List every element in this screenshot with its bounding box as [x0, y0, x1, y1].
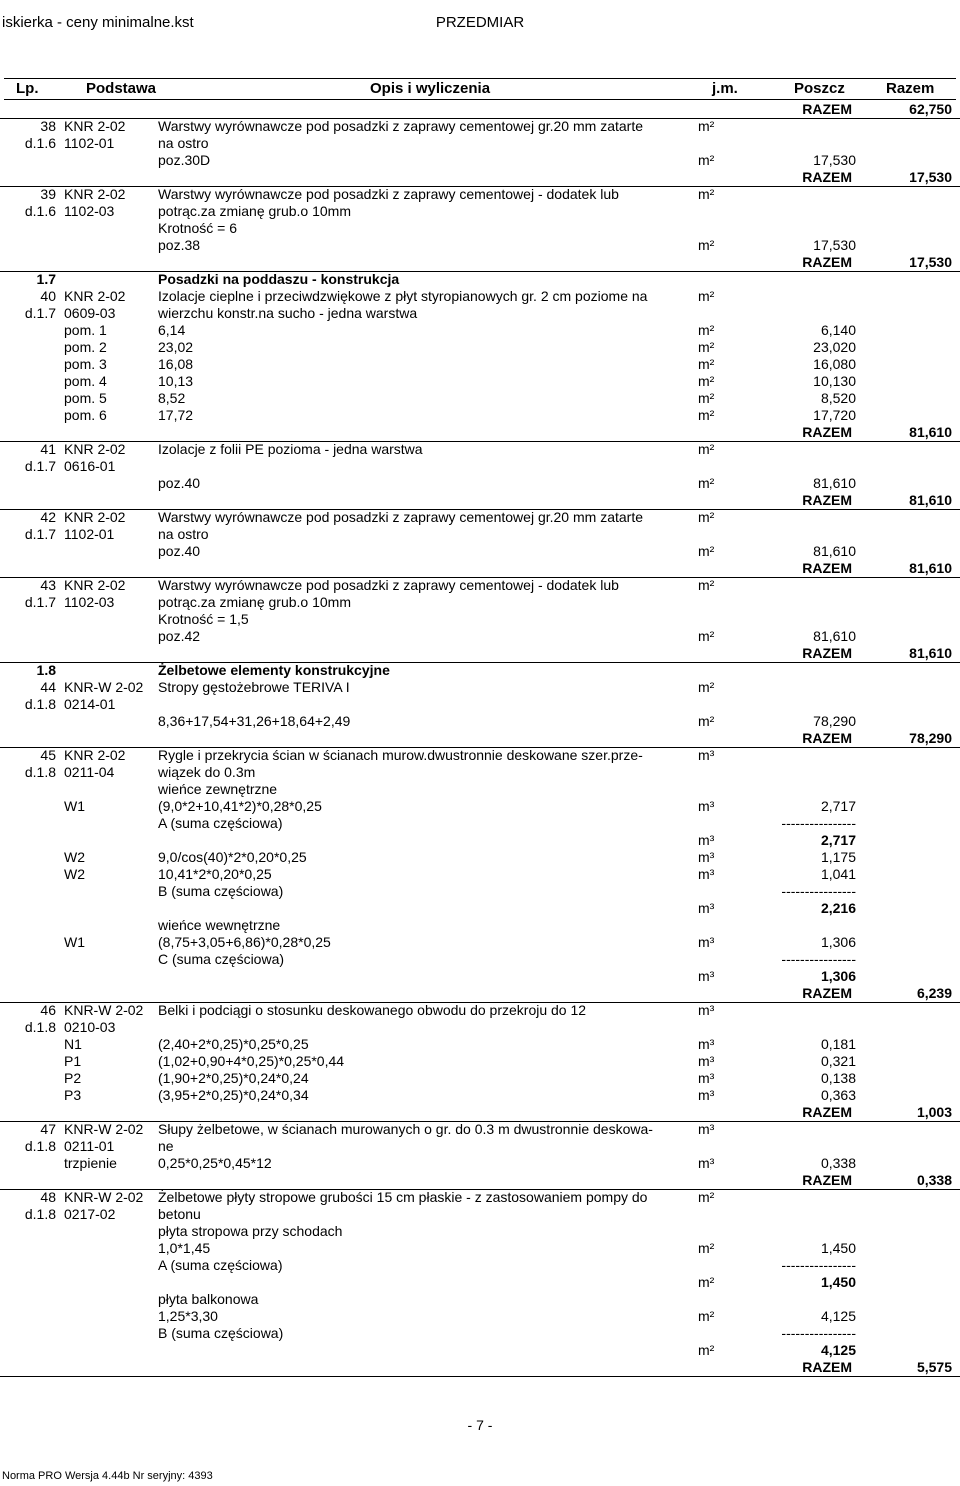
row-jm: m³: [698, 1070, 715, 1086]
row-opis: wiązek do 0.3m: [158, 764, 256, 780]
row-poszcz: 1,450: [820, 1240, 856, 1256]
row-poszcz: 0,321: [820, 1053, 856, 1069]
row-poszcz: 23,020: [813, 339, 856, 355]
row-jm: m³: [698, 1002, 715, 1018]
row-opis: na ostro: [158, 526, 209, 542]
row-podstawa: KNR-W 2-02: [64, 679, 144, 695]
razem-row: [0, 645, 960, 663]
row-jm: m³: [698, 747, 715, 763]
row-opis: 17,72: [158, 407, 194, 423]
table-row: [0, 305, 960, 322]
table-row: [0, 1138, 960, 1155]
row-jm: m²: [698, 577, 715, 593]
row-podstawa: 1102-03: [64, 594, 115, 610]
row-jm: m³: [698, 832, 715, 848]
row-opis: Krotność = 1,5: [158, 611, 249, 627]
row-opis: ne: [158, 1138, 174, 1154]
row-podstawa: 1102-01: [64, 526, 115, 542]
row-razem-value: 17,530: [909, 254, 952, 270]
row-opis: płyta stropowa przy schodach: [158, 1223, 343, 1239]
table-row: [0, 611, 960, 628]
table-row: [0, 237, 960, 254]
table-row: [0, 135, 960, 152]
row-opis: Żelbetowe płyty stropowe grubości 15 cm płaskie - z zastosowaniem pompy do: [158, 1189, 648, 1205]
row-razem-value: 1,003: [916, 1104, 952, 1120]
row-poszcz: 1,450: [820, 1274, 856, 1290]
row-lp: 1.7: [36, 271, 56, 287]
row-opis: poz.30D: [158, 152, 211, 168]
table-row: [0, 407, 960, 424]
table-row: [0, 220, 960, 237]
row-razem-label: RAZEM: [802, 560, 852, 576]
row-opis: Rygle i przekrycia ścian w ścianach murow.dwustronnie deskowane szer.prze-: [158, 747, 643, 763]
row-podstawa: 1102-03: [64, 203, 115, 219]
row-razem-label: RAZEM: [802, 492, 852, 508]
row-opis: Żelbetowe elementy konstrukcyjne: [158, 662, 390, 678]
table-row: [0, 832, 960, 849]
row-razem-value: 62,750: [909, 101, 952, 117]
footer-text: Norma PRO Wersja 4.44b Nr seryjny: 4393: [2, 1470, 213, 1482]
table-row: [0, 1155, 960, 1172]
table-row: [0, 713, 960, 730]
row-razem-value: 17,530: [909, 169, 952, 185]
row-jm: m²: [698, 339, 715, 355]
row-podstawa: P2: [64, 1070, 82, 1086]
razem-row: [0, 101, 960, 119]
razem-row: [0, 730, 960, 748]
row-poszcz: 81,610: [813, 543, 856, 559]
razem-row: [0, 560, 960, 578]
row-jm: m²: [698, 237, 715, 253]
row-opis: wierzchu konstr.na sucho - jedna warstwa: [158, 305, 418, 321]
row-jm: m³: [698, 934, 715, 950]
table-row: [0, 509, 960, 526]
razem-row: [0, 254, 960, 272]
table-row: [0, 288, 960, 305]
row-jm: m³: [698, 968, 715, 984]
table-row: [0, 1291, 960, 1308]
row-jm: m²: [698, 628, 715, 644]
row-jm: m²: [698, 152, 715, 168]
table-row: [0, 1002, 960, 1019]
table-row: [0, 1206, 960, 1223]
row-podstawa: pom. 4: [64, 373, 107, 389]
table-row: [0, 815, 960, 832]
row-razem-label: RAZEM: [802, 101, 852, 117]
table-row: [0, 781, 960, 798]
row-opis: płyta balkonowa: [158, 1291, 259, 1307]
row-jm: m²: [698, 322, 715, 338]
row-opis: 8,52: [158, 390, 186, 406]
row-podstawa: 0214-01: [64, 696, 116, 712]
row-poszcz: 17,530: [813, 152, 856, 168]
row-jm: m²: [698, 1240, 715, 1256]
section-row: [0, 662, 960, 679]
row-opis: A (suma częściowa): [158, 815, 283, 831]
row-podstawa: P3: [64, 1087, 82, 1103]
section-row: [0, 271, 960, 288]
row-poszcz: 1,175: [820, 849, 856, 865]
row-poszcz: ----------------: [781, 951, 856, 967]
table-row: [0, 1019, 960, 1036]
row-opis: Warstwy wyrównawcze pod posadzki z zaprawy cementowej gr.20 mm zatarte: [158, 118, 643, 134]
row-podstawa: 0609-03: [64, 305, 116, 321]
row-razem-label: RAZEM: [802, 169, 852, 185]
table-row: [0, 1257, 960, 1274]
row-jm: m²: [698, 118, 715, 134]
row-podstawa: KNR-W 2-02: [64, 1002, 144, 1018]
row-podstawa: N1: [64, 1036, 82, 1052]
razem-row: [0, 169, 960, 187]
row-jm: m³: [698, 1121, 715, 1137]
row-jm: m²: [698, 1274, 715, 1290]
table-row: [0, 968, 960, 985]
row-podstawa: W1: [64, 798, 85, 814]
row-opis: wieńce wewnętrzne: [158, 917, 281, 933]
row-lp: d.1.7: [24, 594, 56, 610]
row-poszcz: 16,080: [813, 356, 856, 372]
row-jm: m²: [698, 356, 715, 372]
row-poszcz: 1,306: [820, 934, 856, 950]
row-lp: 40: [40, 288, 56, 304]
row-razem-value: 6,239: [916, 985, 952, 1001]
row-opis: 16,08: [158, 356, 194, 372]
razem-row: [0, 492, 960, 510]
row-jm: m³: [698, 798, 715, 814]
row-razem-label: RAZEM: [802, 254, 852, 270]
row-jm: m²: [698, 373, 715, 389]
row-podstawa: W2: [64, 866, 85, 882]
row-poszcz: 8,520: [820, 390, 856, 406]
page-number: - 7 -: [467, 1417, 493, 1433]
row-opis: Izolacje z folii PE pozioma - jedna warstwa: [158, 441, 423, 457]
table-row: [0, 1189, 960, 1206]
row-opis: wieńce zewnętrzne: [158, 781, 278, 797]
row-poszcz: ----------------: [781, 883, 856, 899]
row-podstawa: 0217-02: [64, 1206, 116, 1222]
row-podstawa: pom. 1: [64, 322, 107, 338]
row-lp: 38: [40, 118, 56, 134]
row-poszcz: ----------------: [781, 815, 856, 831]
row-lp: 1.8: [36, 662, 56, 678]
row-lp: d.1.7: [24, 305, 56, 321]
row-opis: 6,14: [158, 322, 186, 338]
row-poszcz: 2,216: [820, 900, 856, 916]
row-lp: d.1.6: [24, 135, 56, 151]
razem-row: [0, 1104, 960, 1122]
table-row: [0, 917, 960, 934]
row-opis: (2,40+2*0,25)*0,25*0,25: [158, 1036, 309, 1052]
row-podstawa: KNR 2-02: [64, 441, 126, 457]
row-razem-label: RAZEM: [802, 424, 852, 440]
row-jm: m²: [698, 1308, 715, 1324]
row-razem-value: 81,610: [909, 424, 952, 440]
col-jm: j.m.: [712, 80, 738, 97]
razem-row: [0, 1172, 960, 1190]
row-razem-label: RAZEM: [802, 645, 852, 661]
row-opis: na ostro: [158, 135, 209, 151]
row-poszcz: 0,138: [820, 1070, 856, 1086]
razem-row: [0, 424, 960, 442]
row-razem-label: RAZEM: [802, 1104, 852, 1120]
table-row: [0, 900, 960, 917]
table-row: [0, 849, 960, 866]
row-poszcz: 2,717: [820, 798, 856, 814]
table-row: [0, 764, 960, 781]
row-poszcz: 81,610: [813, 475, 856, 491]
row-podstawa: 1102-01: [64, 135, 115, 151]
row-podstawa: 0210-03: [64, 1019, 116, 1035]
table-row: [0, 577, 960, 594]
table-row: [0, 458, 960, 475]
row-opis: betonu: [158, 1206, 201, 1222]
table-row: [0, 441, 960, 458]
row-opis: Słupy żelbetowe, w ścianach murowanych o gr. do 0.3 m dwustronnie deskowa-: [158, 1121, 653, 1137]
row-podstawa: KNR 2-02: [64, 288, 126, 304]
table-row: [0, 866, 960, 883]
row-jm: m³: [698, 866, 715, 882]
row-lp: 42: [40, 509, 56, 525]
table-row: [0, 747, 960, 764]
table-row: [0, 152, 960, 169]
row-poszcz: 4,125: [820, 1308, 856, 1324]
row-poszcz: ----------------: [781, 1257, 856, 1273]
col-razem: Razem: [886, 80, 935, 97]
row-lp: 47: [40, 1121, 56, 1137]
row-podstawa: KNR 2-02: [64, 577, 126, 593]
row-poszcz: 0,363: [820, 1087, 856, 1103]
row-opis: Izolacje cieplne i przeciwdzwiękowe z płyt styropianowych gr. 2 cm poziome na: [158, 288, 648, 304]
row-razem-value: 0,338: [916, 1172, 952, 1188]
row-poszcz: 1,306: [820, 968, 856, 984]
row-podstawa: 0616-01: [64, 458, 116, 474]
row-podstawa: 0211-04: [64, 764, 115, 780]
row-podstawa: W2: [64, 849, 85, 865]
col-podstawa: Podstawa: [86, 80, 157, 97]
row-opis: Stropy gęstożebrowe TERIVA I: [158, 679, 350, 695]
table-row: [0, 1240, 960, 1257]
table-row: [0, 951, 960, 968]
row-razem-label: RAZEM: [802, 1172, 852, 1188]
row-opis: Belki i podciągi o stosunku deskowanego obwodu do przekroju do 12: [158, 1002, 587, 1018]
row-podstawa: 0211-01: [64, 1138, 115, 1154]
row-razem-value: 78,290: [909, 730, 952, 746]
row-podstawa: KNR 2-02: [64, 186, 126, 202]
razem-row: [0, 1359, 960, 1377]
row-lp: d.1.7: [24, 458, 56, 474]
row-lp: d.1.8: [24, 1019, 56, 1035]
table-row: [0, 390, 960, 407]
row-opis: 10,13: [158, 373, 194, 389]
razem-row: [0, 985, 960, 1003]
row-razem-value: 81,610: [909, 560, 952, 576]
row-opis: Krotność = 6: [158, 220, 237, 236]
row-opis: Warstwy wyrównawcze pod posadzki z zaprawy cementowej - dodatek lub: [158, 577, 619, 593]
row-lp: d.1.7: [24, 526, 56, 542]
row-jm: m²: [698, 288, 715, 304]
table-row: [0, 883, 960, 900]
row-opis: potrąc.za zmianę grub.o 10mm: [158, 594, 351, 610]
row-razem-label: RAZEM: [802, 1359, 852, 1375]
row-poszcz: ----------------: [781, 1325, 856, 1341]
table-row: [0, 1342, 960, 1359]
table-row: [0, 356, 960, 373]
col-lp: Lp.: [16, 80, 39, 97]
table-row: [0, 475, 960, 492]
table-row: [0, 696, 960, 713]
row-jm: m²: [698, 186, 715, 202]
table-row: [0, 339, 960, 356]
row-podstawa: KNR-W 2-02: [64, 1189, 144, 1205]
table-row: [0, 798, 960, 815]
row-poszcz: 1,041: [820, 866, 856, 882]
row-lp: 46: [40, 1002, 56, 1018]
row-opis: poz.40: [158, 543, 201, 559]
row-lp: 45: [40, 747, 56, 763]
row-poszcz: 78,290: [813, 713, 856, 729]
row-opis: B (suma częściowa): [158, 883, 284, 899]
row-jm: m²: [698, 475, 715, 491]
row-lp: 44: [40, 679, 56, 695]
row-podstawa: KNR 2-02: [64, 747, 126, 763]
table-row: [0, 1223, 960, 1240]
table-row: [0, 203, 960, 220]
row-opis: 8,36+17,54+31,26+18,64+2,49: [158, 713, 351, 729]
table-row: [0, 934, 960, 951]
row-jm: m³: [698, 849, 715, 865]
row-razem-label: RAZEM: [802, 985, 852, 1001]
row-poszcz: 4,125: [820, 1342, 856, 1358]
table-row: [0, 1036, 960, 1053]
table-row: [0, 594, 960, 611]
table-row: [0, 543, 960, 560]
row-podstawa: pom. 5: [64, 390, 107, 406]
row-jm: m³: [698, 900, 715, 916]
row-poszcz: 2,717: [820, 832, 856, 848]
row-opis: poz.38: [158, 237, 201, 253]
row-lp: 39: [40, 186, 56, 202]
row-podstawa: pom. 2: [64, 339, 107, 355]
row-poszcz: 17,720: [813, 407, 856, 423]
row-jm: m²: [698, 407, 715, 423]
table-row: [0, 1070, 960, 1087]
row-lp: d.1.8: [24, 1206, 56, 1222]
row-poszcz: 0,181: [820, 1036, 856, 1052]
row-poszcz: 10,130: [813, 373, 856, 389]
row-opis: (8,75+3,05+6,86)*0,28*0,25: [158, 934, 331, 950]
table-row: [0, 526, 960, 543]
table-row: [0, 373, 960, 390]
row-lp: 48: [40, 1189, 56, 1205]
row-opis: 23,02: [158, 339, 194, 355]
table-row: [0, 1121, 960, 1138]
row-lp: d.1.8: [24, 1138, 56, 1154]
row-lp: d.1.8: [24, 696, 56, 712]
table-row: [0, 1308, 960, 1325]
row-opis: B (suma częściowa): [158, 1325, 284, 1341]
row-podstawa: pom. 6: [64, 407, 107, 423]
row-opis: potrąc.za zmianę grub.o 10mm: [158, 203, 351, 219]
row-opis: Posadzki na poddaszu - konstrukcja: [158, 271, 400, 287]
row-jm: m³: [698, 1036, 715, 1052]
row-poszcz: 6,140: [820, 322, 856, 338]
table-row: [0, 679, 960, 696]
row-opis: A (suma częściowa): [158, 1257, 283, 1273]
row-jm: m²: [698, 1189, 715, 1205]
row-poszcz: 17,530: [813, 237, 856, 253]
row-razem-value: 81,610: [909, 645, 952, 661]
row-opis: 0,25*0,25*0,45*12: [158, 1155, 272, 1171]
row-podstawa: KNR 2-02: [64, 118, 126, 134]
row-lp: d.1.8: [24, 764, 56, 780]
table-row: [0, 1325, 960, 1342]
row-razem-value: 81,610: [909, 492, 952, 508]
row-jm: m²: [698, 1342, 715, 1358]
row-opis: (9,0*2+10,41*2)*0,28*0,25: [158, 798, 322, 814]
row-jm: m²: [698, 390, 715, 406]
row-poszcz: 0,338: [820, 1155, 856, 1171]
table-row: [0, 1274, 960, 1291]
row-podstawa: pom. 3: [64, 356, 107, 372]
row-opis: 1,0*1,45: [158, 1240, 211, 1256]
row-opis: (1,02+0,90+4*0,25)*0,25*0,44: [158, 1053, 345, 1069]
row-opis: 9,0/cos(40)*2*0,20*0,25: [158, 849, 307, 865]
row-jm: m²: [698, 509, 715, 525]
row-lp: d.1.6: [24, 203, 56, 219]
row-opis: poz.42: [158, 628, 201, 644]
row-poszcz: 81,610: [813, 628, 856, 644]
row-podstawa: KNR-W 2-02: [64, 1121, 144, 1137]
row-opis: 1,25*3,30: [158, 1308, 218, 1324]
row-lp: 43: [40, 577, 56, 593]
document-title: PRZEDMIAR: [435, 14, 525, 31]
row-razem-value: 5,575: [916, 1359, 952, 1375]
table-row: [0, 186, 960, 203]
file-name: iskierka - ceny minimalne.kst: [2, 14, 194, 31]
row-opis: poz.40: [158, 475, 201, 491]
row-jm: m³: [698, 1087, 715, 1103]
table-row: [0, 628, 960, 645]
row-opis: (3,95+2*0,25)*0,24*0,34: [158, 1087, 309, 1103]
table-row: [0, 1053, 960, 1070]
row-podstawa: KNR 2-02: [64, 509, 126, 525]
row-jm: m²: [698, 679, 715, 695]
col-opis: Opis i wyliczenia: [370, 80, 491, 97]
col-poszcz: Poszcz: [794, 80, 845, 97]
row-opis: (1,90+2*0,25)*0,24*0,24: [158, 1070, 309, 1086]
table-row: [0, 1087, 960, 1104]
row-jm: m²: [698, 713, 715, 729]
row-lp: 41: [40, 441, 56, 457]
row-opis: C (suma częściowa): [158, 951, 285, 967]
table-row: [0, 118, 960, 135]
row-jm: m²: [698, 543, 715, 559]
row-opis: 10,41*2*0,20*0,25: [158, 866, 272, 882]
row-podstawa: W1: [64, 934, 85, 950]
row-razem-label: RAZEM: [802, 730, 852, 746]
row-jm: m³: [698, 1053, 715, 1069]
row-podstawa: P1: [64, 1053, 82, 1069]
row-opis: Warstwy wyrównawcze pod posadzki z zaprawy cementowej - dodatek lub: [158, 186, 619, 202]
row-jm: m²: [698, 441, 715, 457]
row-opis: Warstwy wyrównawcze pod posadzki z zaprawy cementowej gr.20 mm zatarte: [158, 509, 643, 525]
table-row: [0, 322, 960, 339]
row-jm: m³: [698, 1155, 715, 1171]
row-podstawa: trzpienie: [64, 1155, 117, 1171]
